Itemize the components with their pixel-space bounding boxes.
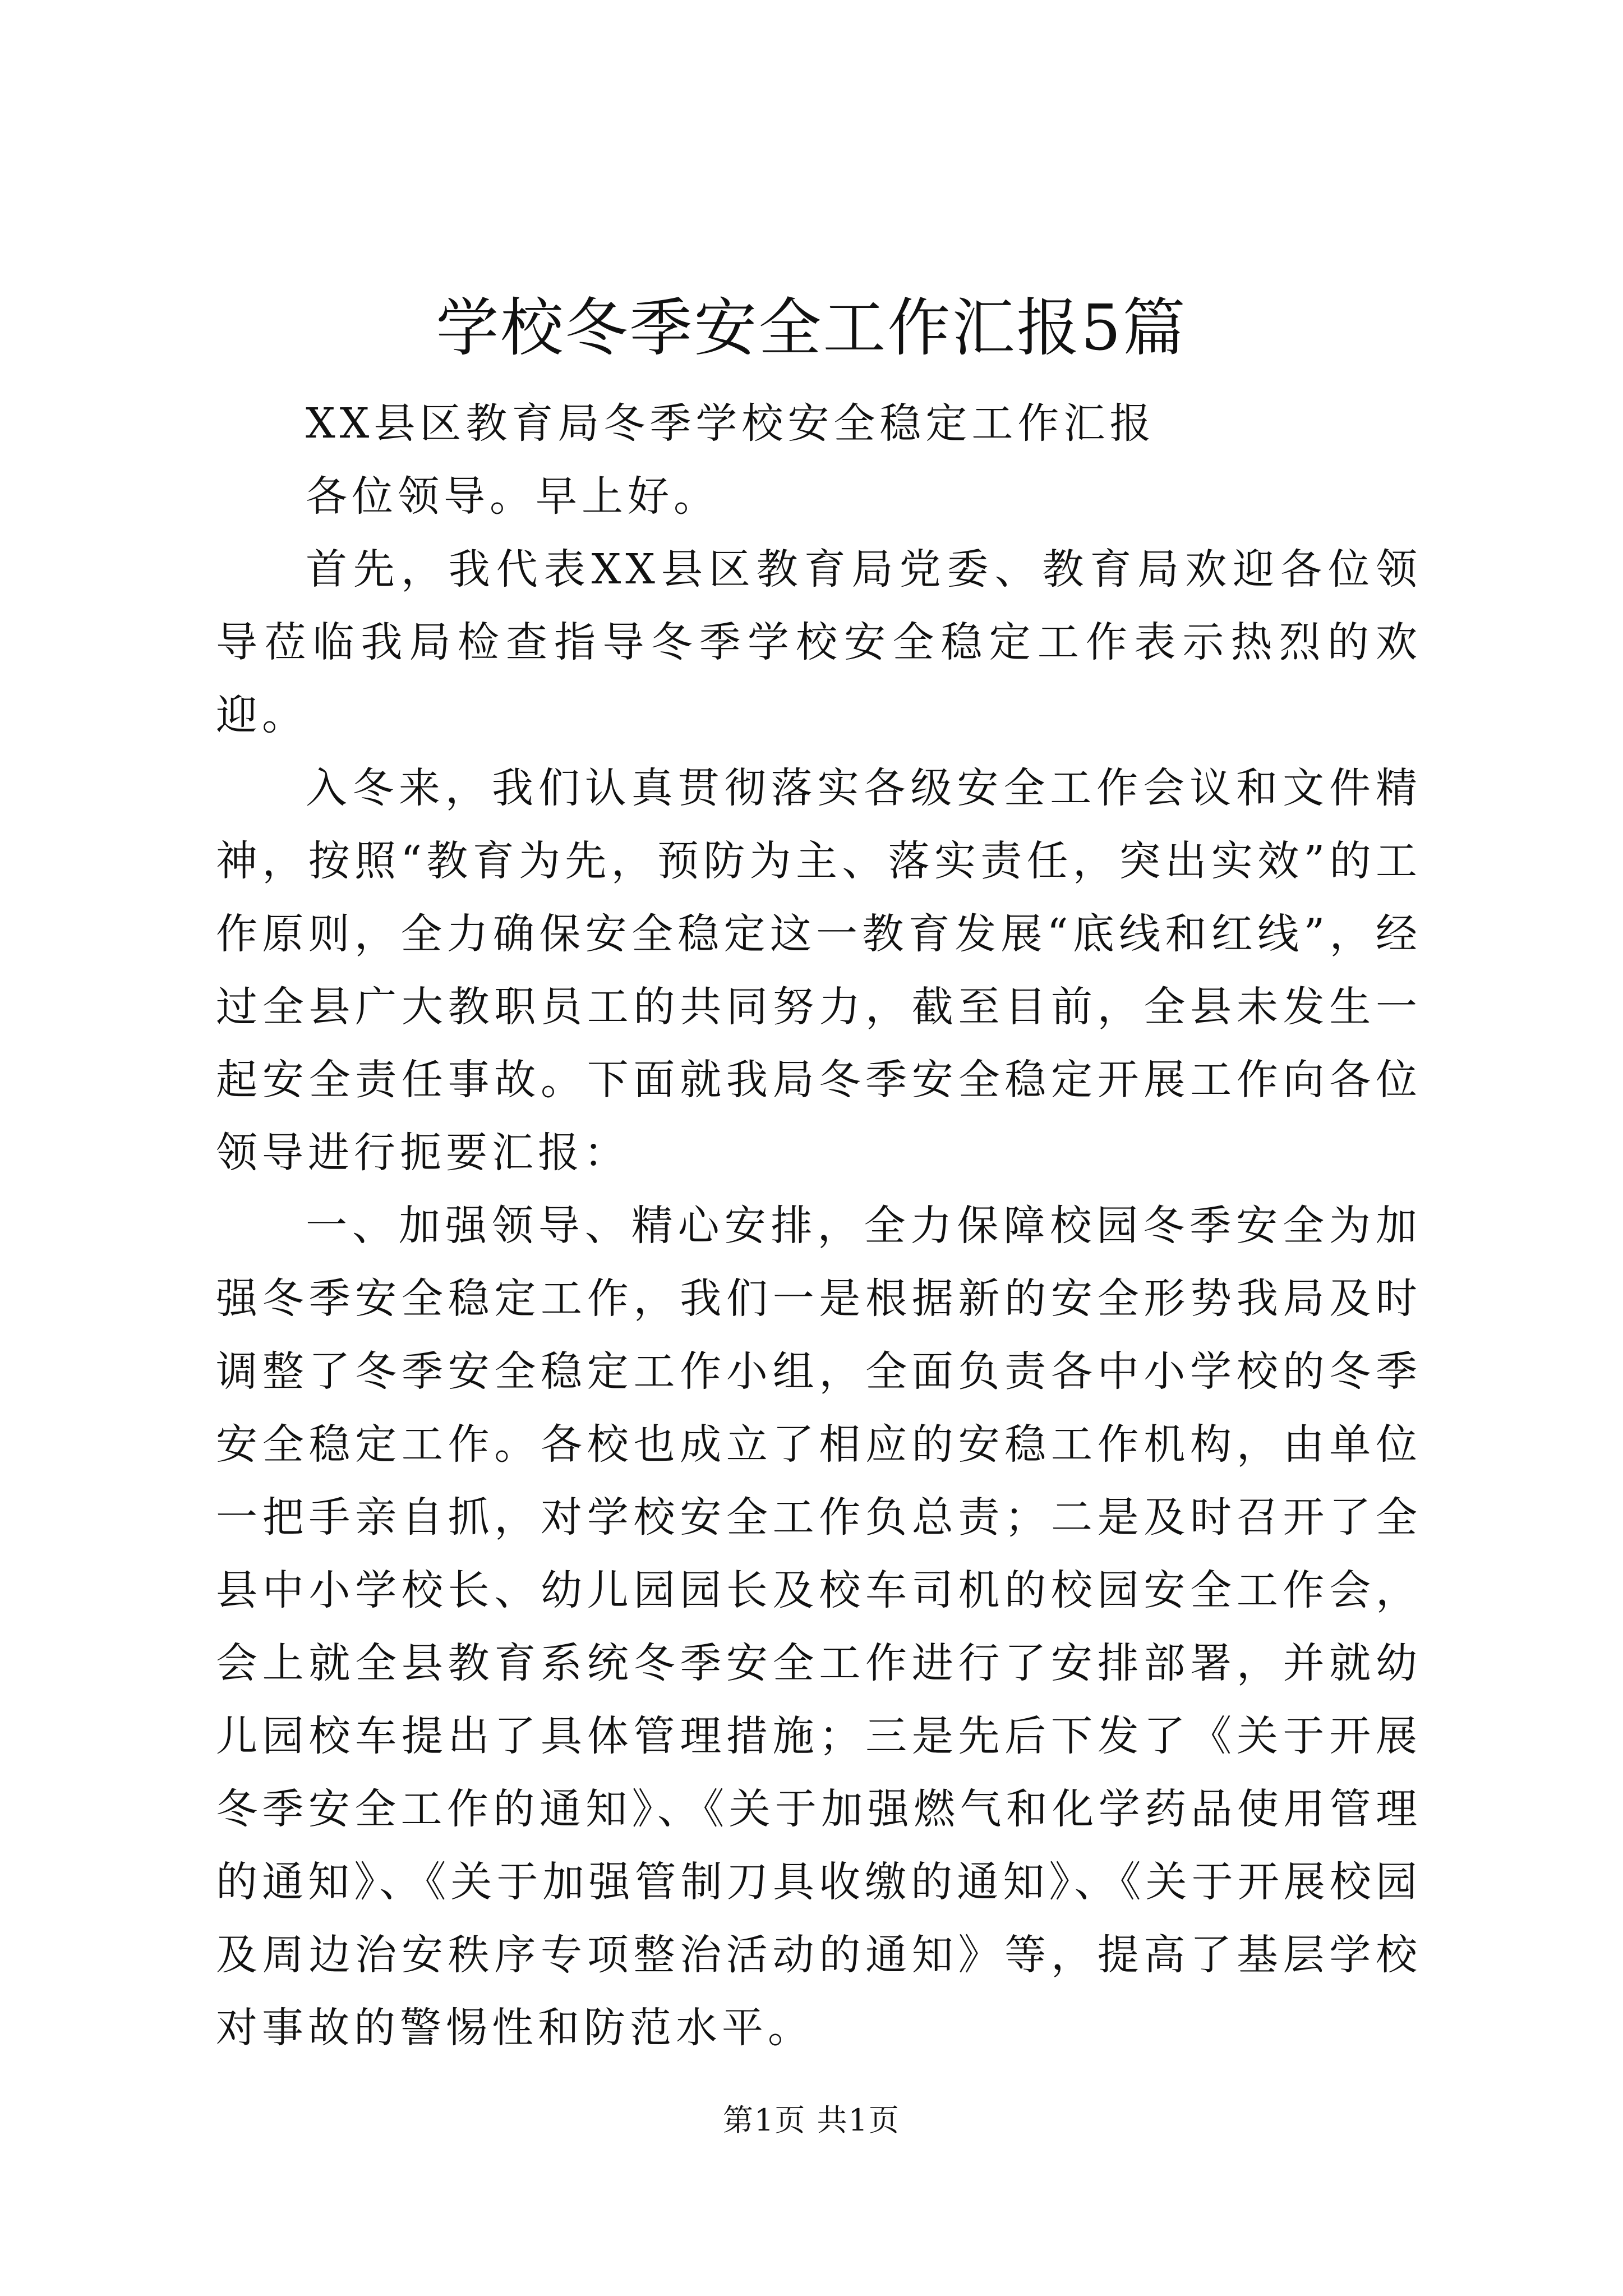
paragraph-overview: 入冬来，我们认真贯彻落实各级安全工作会议和文件精神，按照“教育为先，预防为主、落实责任，突出实效”的工作原则，全力确保安全稳定这一教育发展“底线和红线”，经过全县广大教职员工的共同努力，截至目前，全县未发生一起安全责任事故。下面就我局冬季安全稳定开展工作向各位领导进行扼要汇报： [216,764,1422,1177]
paragraph-subtitle: XX县区教育局冬季学校安全稳定工作汇报 [306,399,1156,448]
paragraph-section-one: 一、加强领导、精心安排，全力保障校园冬季安全为加强冬季安全稳定工作，我们一是根据新的安全形势我局及时调整了冬季安全稳定工作小组，全面负责各中小学校的冬季安全稳定工作。各校也成立了相应的安稳工作机构，由单位一把手亲自抓，对学校安全工作负总责；二是及时召开了全县中小学校长、幼儿园园长及校车司机的校园安全工作会，会上就全县教育系统冬季安全工作进行了安排部署，并就幼儿园校车提出了具体管理措施；三是先后下发了《关于开展冬季安全工作的通知》、《关于加强燃气和化学药品使用管理的通知》、《关于加强管制刀具收缴的通知》、《关于开展校园及周边治安秩序专项整治活动的通知》等，提高了基层学校对事故的警惕性和防范水平。 [216,1202,1422,2052]
paragraph-welcome: 首先，我代表XX县区教育局党委、教育局欢迎各位领导莅临我局检查指导冬季学校安全稳定工作表示热烈的欢迎。 [216,545,1422,739]
page-footer: 第1页 共1页 [723,2102,900,2138]
document-title: 学校冬季安全工作汇报5篇 [436,292,1187,365]
paragraph-greeting: 各位领导。早上好。 [306,472,720,521]
document-body [216,387,1422,2064]
